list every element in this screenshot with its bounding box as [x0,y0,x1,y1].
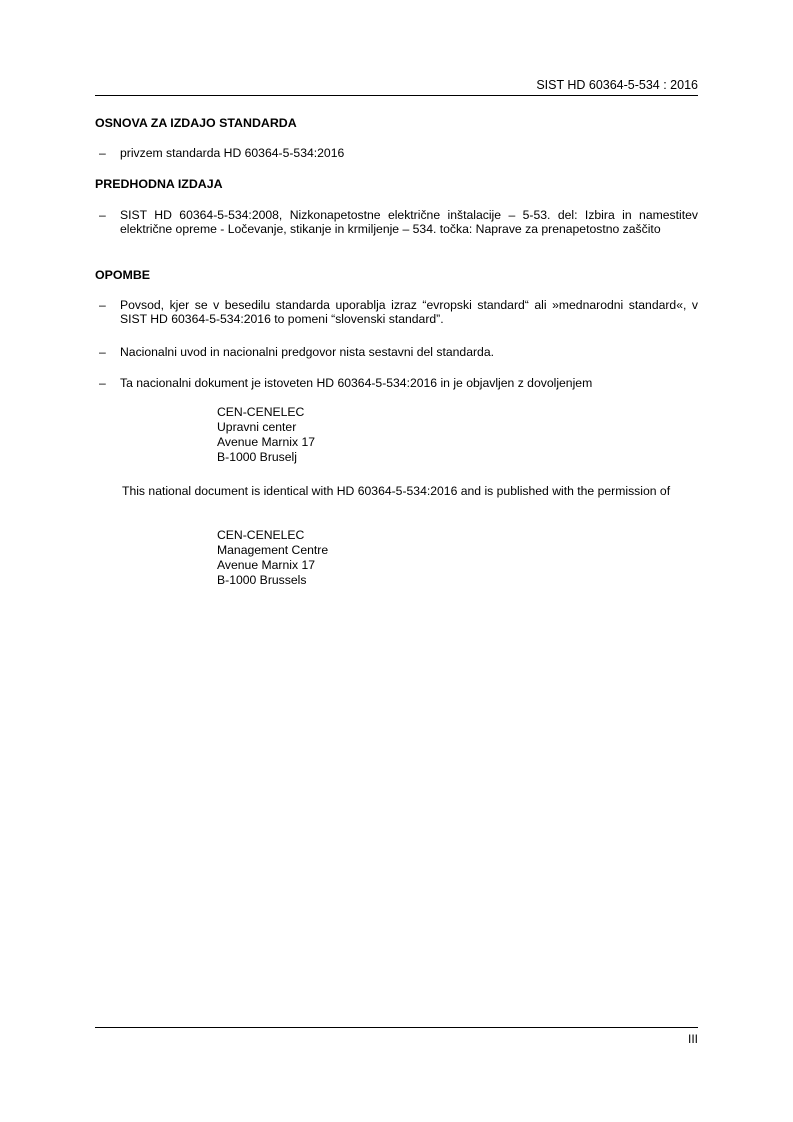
document-id: SIST HD 60364-5-534 : 2016 [536,78,698,92]
address-line: CEN-CENELEC [217,405,305,419]
dash-bullet: – [99,146,106,160]
address-block-en [217,528,328,588]
address-line: CEN-CENELEC [217,528,305,542]
address-block-sl [217,405,315,465]
address-line: Avenue Marnix 17 [217,558,316,572]
english-statement: This national document is identical with HD 60364-5-534:2016 and is published with the permission of [122,484,671,498]
list-item-text: SIST HD 60364-5-534:2008, Nizkonapetostne električne inštalacije – 5-53. del: Izbira in namestitev električne opreme - Ločevanje, stikanje in krmiljenje – 534. točka: Naprave za prenapetostno zaščito [120,208,698,236]
address-line: Avenue Marnix 17 [217,435,316,449]
header-divider [95,95,698,96]
address-line: Management Centre [217,543,329,557]
dash-bullet: – [99,208,106,222]
address-line: Upravni center [217,420,297,434]
list-item-text: Nacionalni uvod in nacionalni predgovor nista sestavni del standarda. [120,345,494,359]
address-line: B-1000 Bruselj [217,450,297,464]
list-item [95,345,698,359]
list-item-text: privzem standarda HD 60364-5-534:2016 [120,146,345,160]
address-line: B-1000 Brussels [217,573,307,587]
list-item [95,376,698,390]
dash-bullet: – [99,345,106,359]
list-item-text: Ta nacionalni dokument je istoveten HD 60364-5-534:2016 in je objavljen z dovoljenjem [120,376,593,390]
list-item [95,208,698,236]
page-number: III [687,1032,698,1046]
list-item [95,146,698,160]
dash-bullet: – [99,298,106,312]
footer-divider [95,1027,698,1028]
list-item [95,298,698,326]
section-title-opombe: OPOMBE [95,268,151,282]
list-item-text: Povsod, kjer se v besedilu standarda uporablja izraz “evropski standard“ ali »mednarodni standard«, v SIST HD 60364-5-534:2016 to pomeni “slovenski standard”. [120,298,698,326]
section-title-osnova: OSNOVA ZA IZDAJO STANDARDA [95,116,297,130]
dash-bullet: – [99,376,106,390]
section-title-predhodna: PREDHODNA IZDAJA [95,177,223,191]
